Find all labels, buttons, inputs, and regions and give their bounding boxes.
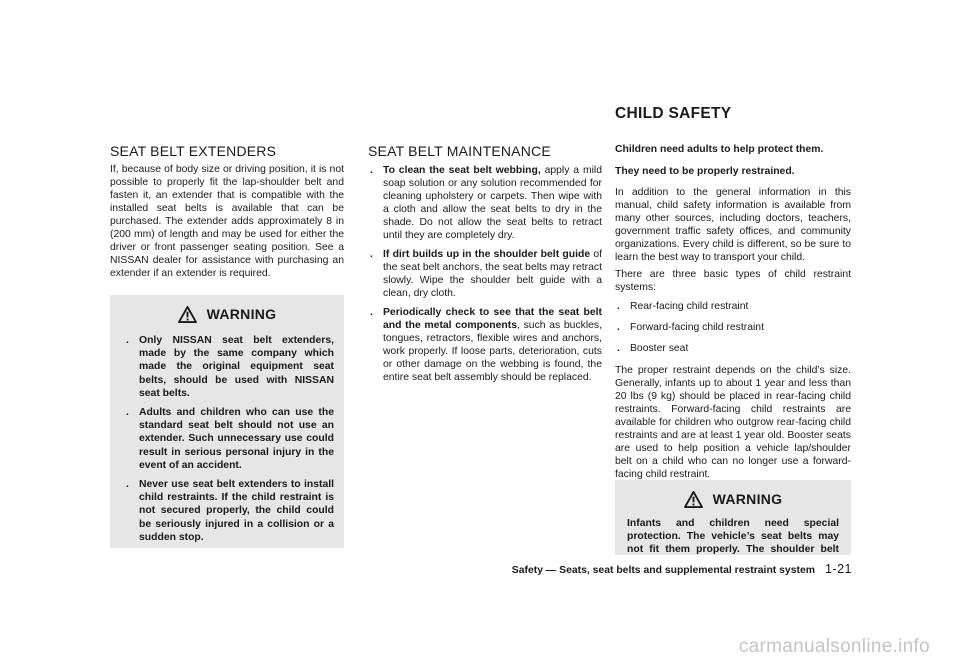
warning-triangle-icon — [684, 491, 703, 508]
warning-box-extenders — [110, 295, 344, 548]
bullet-glyph: . — [370, 249, 373, 260]
warning-title: WARNING — [206, 306, 277, 322]
bullet-glyph: . — [370, 165, 373, 176]
list-item — [368, 248, 602, 300]
warning-item-text: Adults and children who can use the standard seat belt should not use an extender. Such unnecessary use could result in serious personal injury in the event of an accident. — [139, 407, 334, 471]
warning-box-child-safety — [615, 480, 851, 555]
list-item — [124, 334, 334, 400]
maintenance-list — [368, 164, 602, 384]
section-heading-maintenance: SEAT BELT MAINTENANCE — [368, 143, 551, 159]
section-heading-extenders: SEAT BELT EXTENDERS — [110, 143, 277, 159]
list-item — [124, 478, 334, 544]
bullet-glyph: . — [126, 479, 129, 491]
restraint-type-text: Forward-facing child restraint — [630, 322, 764, 333]
child-safety-paragraph-2: There are three basic types of child restraint systems: — [615, 269, 851, 293]
child-safety-warning-text: Infants and children need special protection. The vehicle’s seat belts may not fit them properly. The shoulder belt — [627, 518, 839, 555]
list-item — [615, 321, 851, 334]
bullet-glyph: . — [617, 322, 620, 333]
warning-title: WARNING — [712, 491, 783, 507]
bullet-glyph: . — [617, 301, 620, 312]
restraint-types-list — [615, 300, 851, 355]
list-item — [615, 342, 851, 355]
restraint-type-text: Booster seat — [630, 343, 689, 354]
child-safety-lead-1: Children need adults to help protect them. — [615, 144, 824, 155]
list-item — [368, 164, 602, 242]
list-item — [124, 406, 334, 472]
bullet-glyph: . — [617, 343, 620, 354]
warning-list-extenders — [124, 334, 334, 544]
page-footer — [512, 562, 852, 576]
warning-triangle-icon — [178, 306, 197, 323]
child-safety-lead-2: They need to be properly restrained. — [615, 166, 795, 177]
maintenance-item-lead: To clean the seat belt webbing, — [383, 165, 541, 176]
warning-item-text: Never use seat belt extenders to install child restraints. If the child restraint is not secured properly, the child could be seriously injured in a collision or a sudden stop. — [139, 479, 334, 543]
child-safety-paragraph-1: In addition to the general information in this manual, child safety information is available from many other sources, including doctors, teachers, government traffic safety offices, and community organizations. Every child is different, so be sure to learn the best way to transport your child. — [615, 187, 851, 263]
maintenance-item-text: of the seat belt anchors, the seat belts may retract slowly. Wipe the shoulder belt guide with a clean, dry cloth. — [383, 249, 602, 299]
bullet-glyph: . — [126, 335, 129, 346]
extenders-intro-text: If, because of body size or driving position, it is not possible to properly fit the lap-shoulder belt and fasten it, an extender that is compatible with the installed seat belts is available that can be purchased. The extender adds approximately 8 in (200 mm) of length and may be used for either the driver or front passenger seating position. See a NISSAN dealer for assistance with purchasing an extender if an extender is required. — [110, 164, 344, 279]
list-item — [615, 300, 851, 313]
warning-header — [110, 295, 344, 326]
page-number: 1-21 — [824, 562, 852, 576]
warning-item-text: Only NISSAN seat belt extenders, made by the same company which made the original equipment seat belts, should be used with NISSAN seat belts. — [139, 335, 334, 399]
child-safety-paragraph-3: The proper restraint depends on the child’s size. Generally, infants up to about 1 year and less than 20 lbs (9 kg) should be placed in rear-facing child restraints. Forward-facing child restraints are available for children who outgrow rear-facing child restraints and are at least 1 year old. Booster seats are used to help position a vehicle lap/shoulder belt on a child who can no longer use a forward-facing child restraint. — [615, 365, 851, 480]
maintenance-item-lead: If dirt builds up in the shoulder belt guide — [383, 249, 591, 260]
maintenance-item-lead: Periodically check to see that the seat belt and the metal components — [383, 307, 602, 331]
watermark: carmanualsonline.info — [738, 636, 930, 657]
bullet-glyph: . — [126, 407, 129, 419]
footer-section-title: Safety — Seats, seat belts and supplemental restraint system — [511, 565, 815, 576]
warning-header — [615, 480, 851, 511]
chapter-heading-child-safety: CHILD SAFETY — [615, 105, 732, 122]
restraint-type-text: Rear-facing child restraint — [630, 301, 749, 312]
list-item — [368, 306, 602, 384]
bullet-glyph: . — [370, 307, 373, 318]
maintenance-item-text: , such as buckles, tongues, retractors, flexible wires and anchors, work properly. If loose parts, deterioration, cuts or other damage on the webbing is found, the entire seat belt assembly should be replaced. — [383, 320, 603, 383]
maintenance-item-text: apply a mild soap solution or any solution recommended for cleaning upholstery or carpets. Then wipe with a cloth and allow the seat belts to dry in the shade. Do not allow the seat belts to retract until they are completely dry. — [383, 165, 602, 241]
